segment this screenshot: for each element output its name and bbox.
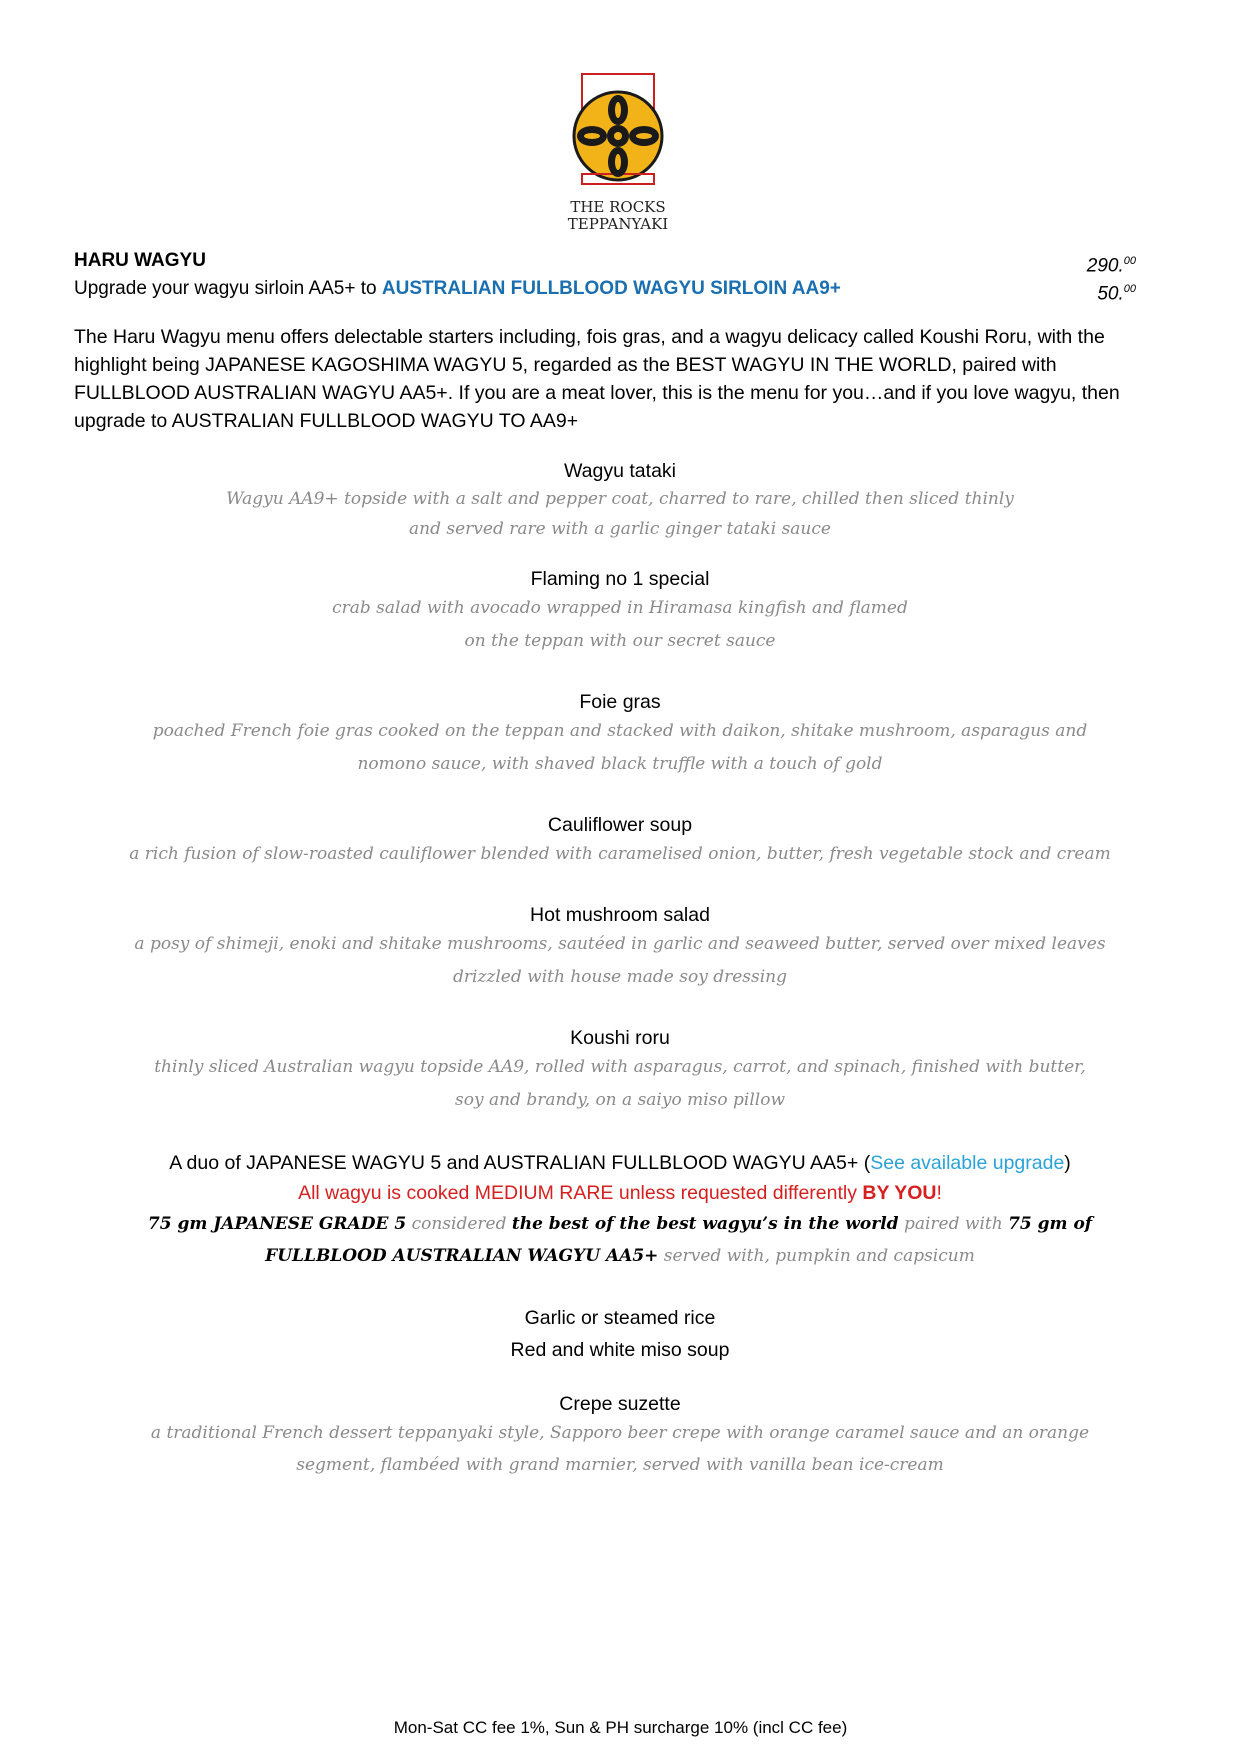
course-wagyu-duo [60,1148,1180,1272]
course-name: Flaming no 1 special [530,568,710,590]
restaurant-logo [560,72,688,240]
course-name: Koushi roru [570,1027,670,1049]
see-upgrade-link[interactable]: See available upgrade [870,1152,1065,1174]
teppanyaki-cross-emblem-icon [560,72,688,240]
duo-description: FULLBLOOD AUSTRALIAN WAGYU AA5+ served with, pumpkin and capsicum [265,1246,975,1266]
course-description: on the teppan with our secret sauce [464,631,776,651]
course-description: a rich fusion of slow-roasted cauliflower blended with caramelised onion, butter, fresh vegetable stock and cream [129,844,1111,864]
course-name: Wagyu tataki [564,460,676,482]
upgrade-highlight: AUSTRALIAN FULLBLOOD WAGYU SIRLOIN AA9+ [381,278,841,299]
course-name: Hot mushroom salad [530,904,710,926]
menu-price: 290.00 [1086,255,1136,277]
course-description: nomono sauce, with shaved black truffle with a touch of gold [357,754,883,774]
logo-line-1: THE ROCKS [570,198,666,216]
cooking-notice: All wagyu is cooked MEDIUM RARE unless requested differently BY YOU! [298,1182,942,1204]
duo-heading: A duo of JAPANESE WAGYU 5 and AUSTRALIAN FULLBLOOD WAGYU AA5+ (See available upgrade) [169,1152,1071,1174]
course-description: a traditional French dessert teppanyaki style, Sapporo beer crepe with orange caramel sauce and an orange [150,1423,1090,1443]
course-foie-gras [60,689,1180,781]
course-flaming-special [60,566,1180,658]
course-description: crab salad with avocado wrapped in Hiramasa kingfish and flamed [332,598,908,618]
menu-title: HARU WAGYU [74,250,206,271]
upgrade-row [74,277,1136,305]
course-description: a posy of shimeji, enoki and shitake mushrooms, sautéed in garlic and seaweed butter, served over mixed leaves [134,934,1106,954]
course-description: soy and brandy, on a saiyo miso pillow [454,1090,786,1110]
side-rice: Garlic or steamed rice [524,1307,716,1329]
course-description: Wagyu AA9+ topside with a salt and pepper coat, charred to rare, chilled then sliced thinly [226,489,1014,509]
course-name: Crepe suzette [559,1393,681,1415]
course-description: segment, flambéed with grand marnier, served with vanilla bean ice-cream [296,1455,944,1475]
logo-line-2: TEPPANYAKI [567,215,669,233]
course-description: and served rare with a garlic ginger tataki sauce [409,519,831,539]
course-koushi-roru [60,1025,1180,1117]
course-cauliflower-soup [60,812,1180,871]
upgrade-price: 50.00 [1097,283,1136,305]
course-description: thinly sliced Australian wagyu topside AA9, rolled with asparagus, carrot, and spinach, finished with butter, [154,1057,1086,1077]
course-hot-mushroom-salad [60,902,1180,994]
course-name: Cauliflower soup [547,814,693,836]
course-description: poached French foie gras cooked on the teppan and stacked with daikon, shitake mushroom, asparagus and [152,721,1088,741]
upgrade-text: Upgrade your wagyu sirloin AA5+ to [74,278,382,299]
sides [60,1302,1180,1366]
course-name: Foie gras [579,691,661,713]
side-miso-soup: Red and white miso soup [510,1339,730,1361]
course-crepe-suzette [60,1391,1180,1481]
menu-title-row [74,249,1136,277]
surcharge-note: Mon-Sat CC fee 1%, Sun & PH surcharge 10% (incl CC fee) [393,1718,848,1737]
duo-description: 75 gm JAPANESE GRADE 5 considered the best of the best wagyu’s in the world paired with 75 gm of [147,1214,1093,1234]
menu-intro: The Haru Wagyu menu offers delectable starters including, fois gras, and a wagyu delicacy called Koushi Roru, with the highlight being JAPANESE KAGOSHIMA WAGYU 5, regarded as the BEST WAGYU IN THE WORLD, paired with FULLBLOOD AUSTRALIAN WAGYU AA5+. If you are a meat lover, this is the menu for you…and if you love wagyu, then upgrade to AUSTRALIAN FULLBLOOD WAGYU TO AA9+ [74,326,1120,432]
course-description: drizzled with house made soy dressing [453,967,787,987]
course-wagyu-tataki [60,458,1180,544]
